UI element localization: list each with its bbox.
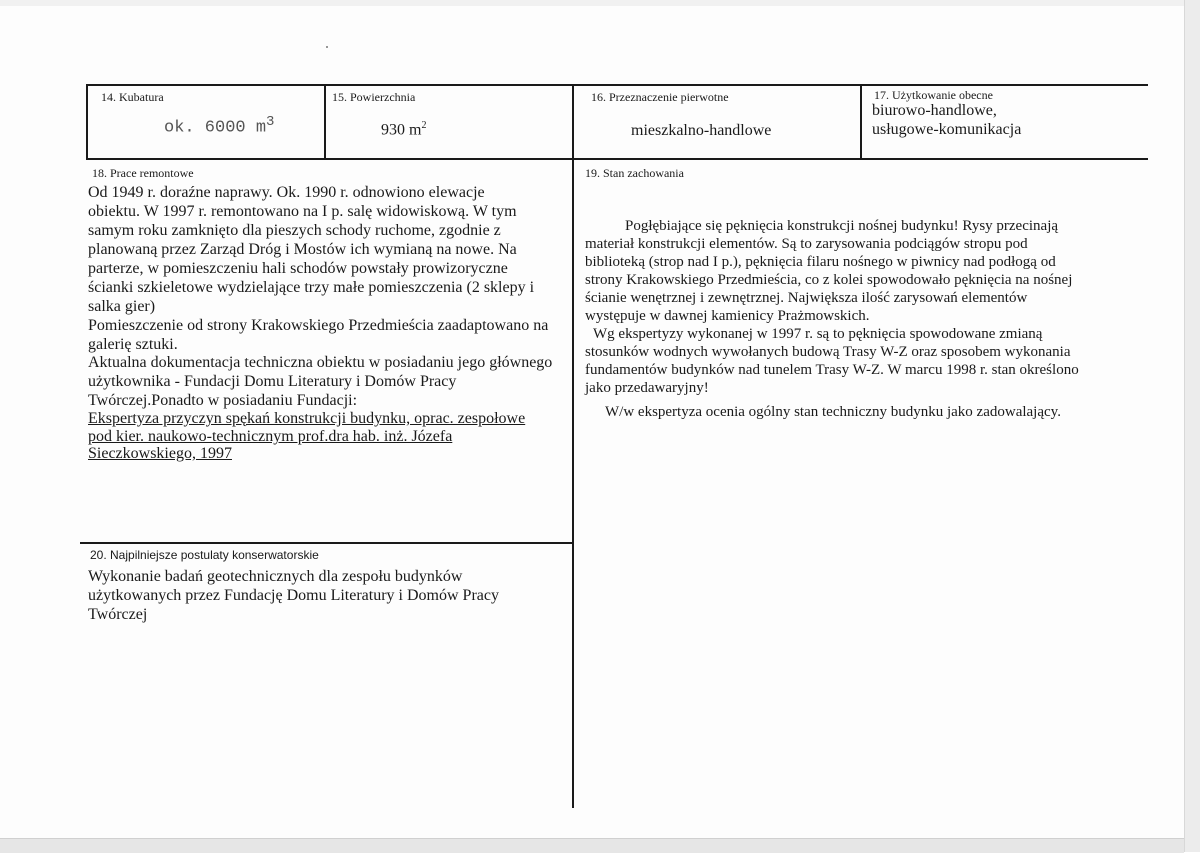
kubatura-value-text: ok. 6000 m <box>164 118 267 138</box>
stan-zachowania-label: 19. Stan zachowania <box>585 166 684 180</box>
prace-remontowe-line: ścianki szkieletowe wydzielające trzy małe pomieszczenia (2 sklepy i <box>88 279 535 296</box>
postulaty-line: Wykonanie badań geotechnicznych dla zespołu budynków <box>88 568 463 585</box>
przeznaczenie-pierwotne-label: 16. Przeznaczenie pierwotne <box>591 90 729 104</box>
prace-remontowe-line: użytkownika - Fundacji Domu Literatury i Domów Pracy <box>88 373 457 390</box>
grid-left-line <box>86 84 88 160</box>
prace-remontowe-line: Aktualna dokumentacja techniczna obiektu w posiadaniu jego głównego <box>88 354 553 371</box>
kubatura-label: 14. Kubatura <box>101 90 164 104</box>
prace-remontowe-line: planowaną przez Zarząd Dróg i Mostów ich wymianą na nowe. Na <box>88 241 517 258</box>
powierzchnia-value <box>381 120 426 139</box>
stan-zachowania-line: Wg ekspertyzy wykonanej w 1997 r. są to pęknięcia spowodowane zmianą <box>593 326 1043 342</box>
ekspertyza-reference-line: Ekspertyza przyczyn spękań konstrukcji budynku, oprac. zespołowe <box>88 410 526 427</box>
kubatura-value <box>164 114 274 138</box>
grid-col1-line <box>324 84 326 160</box>
prace-remontowe-line: parterze, w pomieszczeniu hali schodów powstały prowizoryczne <box>88 260 508 277</box>
stan-zachowania-line: jako przedawaryjny! <box>585 380 709 396</box>
stan-zachowania-line: Pogłębiające się pęknięcia konstrukcji nośnej budynku! Rysy przecinają <box>625 218 1059 234</box>
grid-center-line <box>572 84 574 808</box>
postulaty-line: użytkowanych przez Fundację Domu Literatury i Domów Pracy <box>88 587 499 604</box>
stan-zachowania-line: stosunków wodnych wywołanych budową Trasy W-Z oraz sposobem wykonania <box>585 344 1071 360</box>
prace-remontowe-line: Od 1949 r. doraźne naprawy. Ok. 1990 r. odnowiono elewacje <box>88 184 485 201</box>
przeznaczenie-pierwotne-value: mieszkalno-handlowe <box>631 122 772 139</box>
powierzchnia-value-exponent: 2 <box>421 120 427 131</box>
uzytkowanie-obecne-label: 17. Użytkowanie obecne <box>874 88 993 102</box>
grid-header-bottom-line <box>86 158 1148 160</box>
stan-zachowania-line: fundamentów budynków nad tunelem Trasy W-Z. W marcu 1998 r. stan określono <box>585 362 1079 378</box>
stan-zachowania-line: biblioteką (strop nad I p.), pęknięcia filaru nośnego w piwnicy nad podłogą od <box>585 254 1056 270</box>
stan-zachowania-line: występuje w dawnej kamienicy Prażmowskich. <box>585 308 870 324</box>
prace-remontowe-line: obiektu. W 1997 r. remontowano na I p. salę widowiskową. W tym <box>88 203 517 220</box>
powierzchnia-value-text: 930 m <box>381 121 422 139</box>
grid-section-divider-line <box>80 542 572 544</box>
ekspertyza-reference-line: Sieczkowskiego, 1997 <box>88 445 232 462</box>
powierzchnia-label: 15. Powierzchnia <box>332 90 416 104</box>
scan-top-edge <box>0 0 1184 6</box>
kubatura-value-exponent: 3 <box>266 114 275 130</box>
postulaty-line: Twórczej <box>88 606 148 623</box>
grid-col3-line <box>860 84 862 160</box>
ekspertyza-reference-line: pod kier. naukowo-technicznym prof.dra hab. inż. Józefa <box>88 428 453 445</box>
stan-zachowania-line: materiał konstrukcji elementów. Są to zarysowania podciągów stropu pod <box>585 236 1028 252</box>
stan-zachowania-line: strony Krakowskiego Przedmieścia, co z kolei spowodowało pęknięcia na nośnej <box>585 272 1073 288</box>
scan-right-edge <box>1184 0 1200 852</box>
uzytkowanie-obecne-value-line-2: usługowe-komunikacja <box>872 121 1022 138</box>
scan-speck <box>326 46 328 48</box>
prace-remontowe-line: Twórczej.Ponadto w posiadaniu Fundacji: <box>88 392 358 409</box>
prace-remontowe-line: samym roku zamknięto dla pieszych schody ruchome, zgodnie z <box>88 222 501 239</box>
uzytkowanie-obecne-value-line-1: biurowo-handlowe, <box>872 102 997 119</box>
scan-bottom-edge <box>0 838 1184 853</box>
stan-zachowania-line: W/w ekspertyza ocenia ogólny stan techniczny budynku jako zadowalający. <box>605 404 1061 420</box>
grid-top-line <box>86 84 1148 86</box>
prace-remontowe-line: salka gier) <box>88 298 156 315</box>
prace-remontowe-label: 18. Prace remontowe <box>92 166 194 180</box>
prace-remontowe-line: galerię sztuki. <box>88 336 178 353</box>
stan-zachowania-line: ścianie wenętrznej i zewnętrznej. Największa ilość zarysowań elementów <box>585 290 1028 306</box>
postulaty-label: 20. Najpilniejsze postulaty konserwatorskie <box>90 548 319 562</box>
prace-remontowe-line: Pomieszczenie od strony Krakowskiego Przedmieścia zaadaptowano na <box>88 317 549 334</box>
